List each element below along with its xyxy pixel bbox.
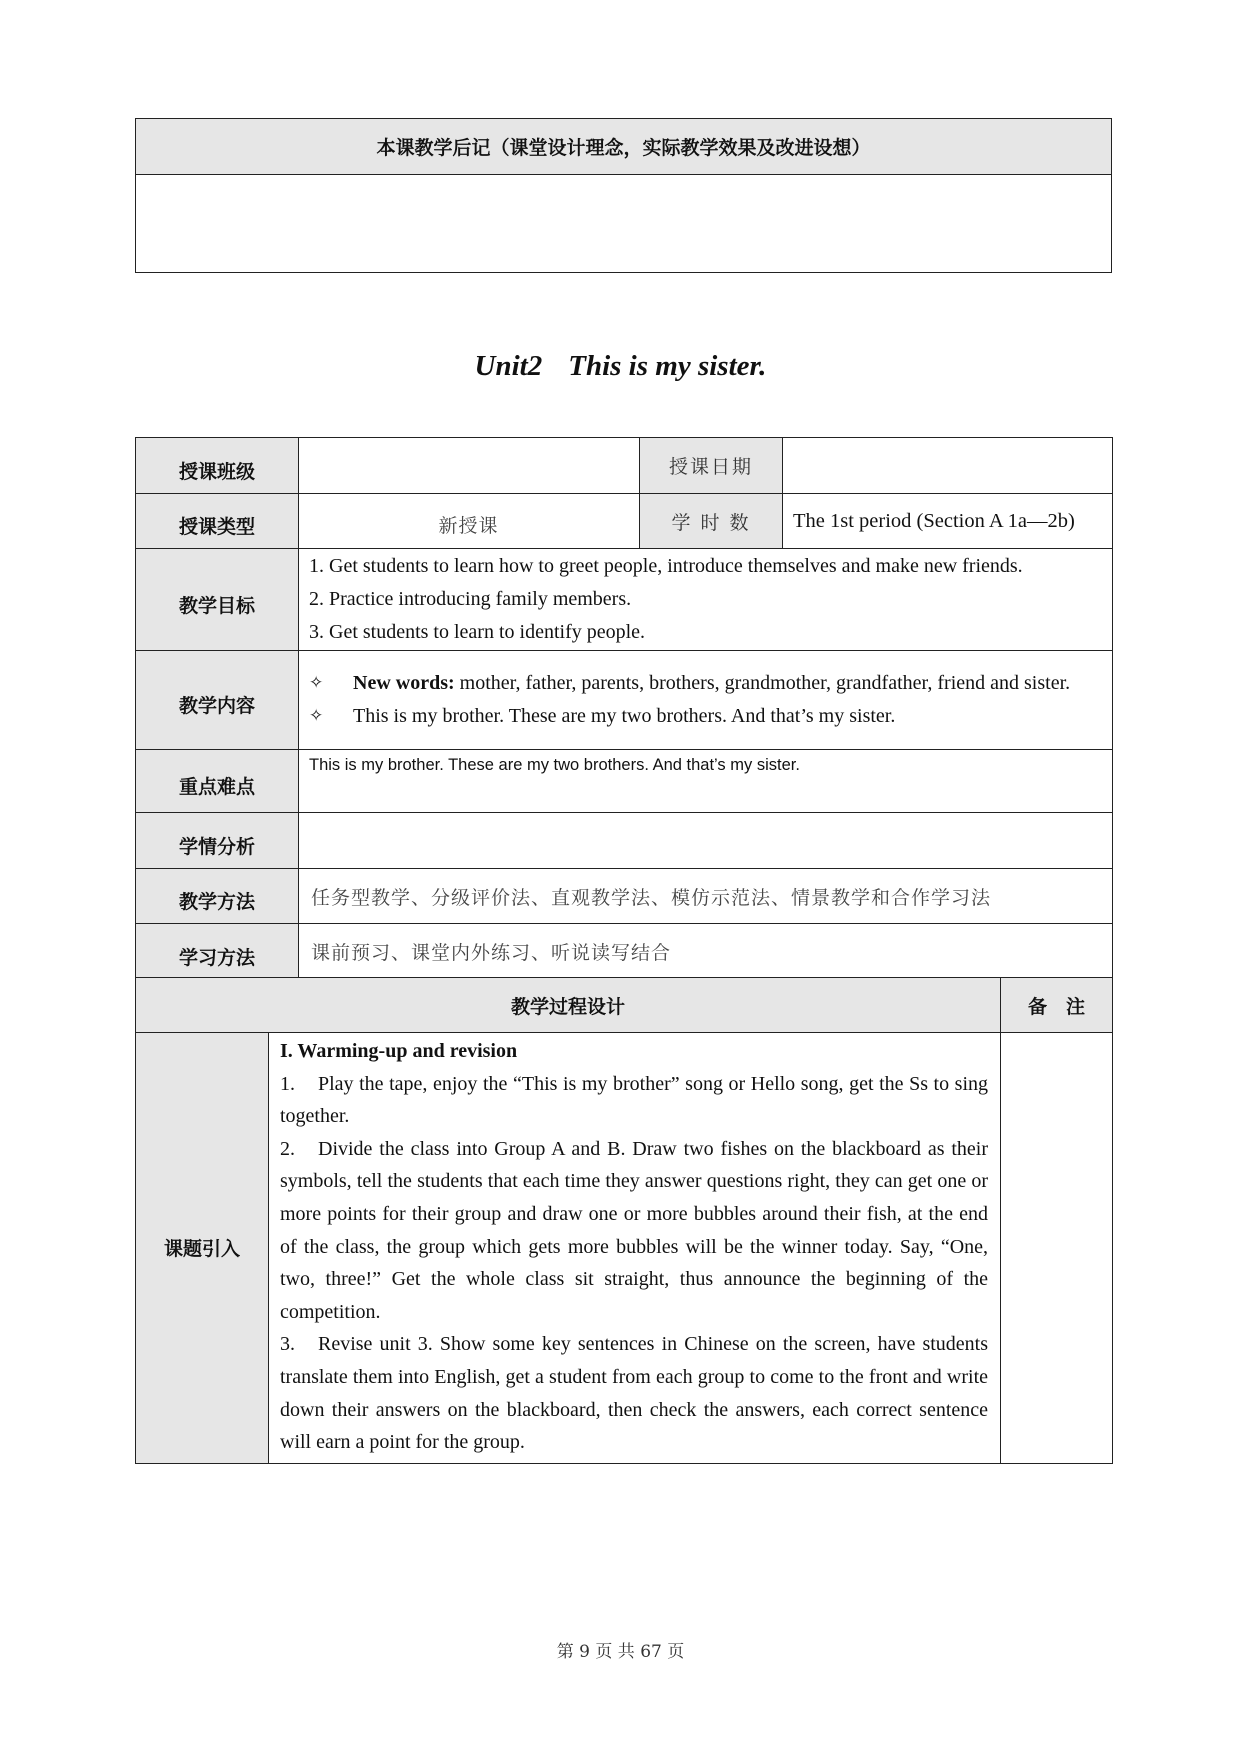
hours-label: 学 时 数 <box>640 494 783 549</box>
reflection-content <box>136 175 1112 273</box>
study-method-label: 学习方法 <box>136 924 299 980</box>
content-list <box>299 651 1113 750</box>
step-number: 1. <box>280 1072 295 1095</box>
lesson-title <box>0 350 1241 383</box>
hours-value: The 1st period (Section A 1a—2b) <box>783 494 1113 549</box>
key-points-value: This is my brother. These are my two brothers. And that’s my sister. <box>299 750 1113 813</box>
class-value <box>299 438 640 494</box>
diamond-bullet-icon: ✧ <box>309 673 324 693</box>
class-label: 授课班级 <box>136 438 299 494</box>
content-item <box>309 700 1102 733</box>
step-text: Revise unit 3. Show some key sentences in Chinese on the screen, have students translate them into English, get a student from each group to come to the front and write down their answers on the blackboard, then check the answers, each correct sentence will earn a point for the group. <box>280 1333 989 1454</box>
teaching-method-value: 任务型教学、分级评价法、直观教学法、模仿示范法、情景教学和合作学习法 <box>299 869 1113 924</box>
teaching-process-table <box>135 977 1113 1464</box>
type-label: 授课类型 <box>136 494 299 549</box>
step-item <box>280 1133 988 1329</box>
content-item <box>309 667 1102 700</box>
objectives-list <box>299 549 1113 651</box>
analysis-label: 学情分析 <box>136 813 299 869</box>
objective-item: 3. Get students to learn to identify people. <box>309 621 646 643</box>
reflection-table <box>135 118 1112 273</box>
key-points-label: 重点难点 <box>136 750 299 813</box>
new-words-list: mother, father, parents, brothers, grandmother, grandfather, friend and sister. <box>454 672 1071 694</box>
process-header: 教学过程设计 <box>136 978 1001 1033</box>
content-sentences: This is my brother. These are my two brothers. And that’s my sister. <box>353 705 896 727</box>
section-title: I. Warming-up and revision <box>280 1040 518 1062</box>
step-text: Divide the class into Group A and B. Draw two fishes on the blackboard as their symbols, tell the students that each time they answer questions right, they can get one or more points for their group and draw one or more bubbles around their fish, at the end of the class, the group which gets more bubbles will be the winner today. Say, “One, two, three!” Get the whole class sit straight, thus announce the beginning of the competition. <box>280 1137 989 1323</box>
intro-label: 课题引入 <box>136 1033 269 1464</box>
objective-item: 2. Practice introducing family members. <box>309 588 632 610</box>
step-item <box>280 1328 988 1458</box>
new-words-label: New words: <box>353 672 455 694</box>
notes-cell <box>1001 1033 1113 1464</box>
step-number: 2. <box>280 1137 295 1160</box>
diamond-bullet-icon: ✧ <box>309 706 324 726</box>
unit-label: Unit2 <box>474 350 543 382</box>
page-footer: 第 9 页 共 67 页 <box>556 1642 685 1662</box>
analysis-value <box>299 813 1113 869</box>
date-value <box>783 438 1113 494</box>
objective-item: 1. Get students to learn how to greet people, introduce themselves and make new friends. <box>309 555 1023 577</box>
objectives-label: 教学目标 <box>136 549 299 651</box>
teaching-method-label: 教学方法 <box>136 869 299 924</box>
step-item <box>280 1068 988 1133</box>
intro-content <box>269 1033 1001 1464</box>
type-value: 新授课 <box>299 494 640 549</box>
date-label: 授课日期 <box>640 438 783 494</box>
study-method-value: 课前预习、课堂内外练习、听说读写结合 <box>299 924 1113 980</box>
notes-header: 备 注 <box>1001 978 1113 1033</box>
step-text: Play the tape, enjoy the “This is my brother” song or Hello song, get the Ss to sing together. <box>280 1072 989 1128</box>
lesson-info-table <box>135 437 1113 980</box>
step-number: 3. <box>280 1333 295 1356</box>
content-label: 教学内容 <box>136 651 299 750</box>
reflection-header: 本课教学后记（课堂设计理念，实际教学效果及改进设想） <box>136 119 1112 175</box>
unit-name: This is my sister. <box>568 350 767 382</box>
